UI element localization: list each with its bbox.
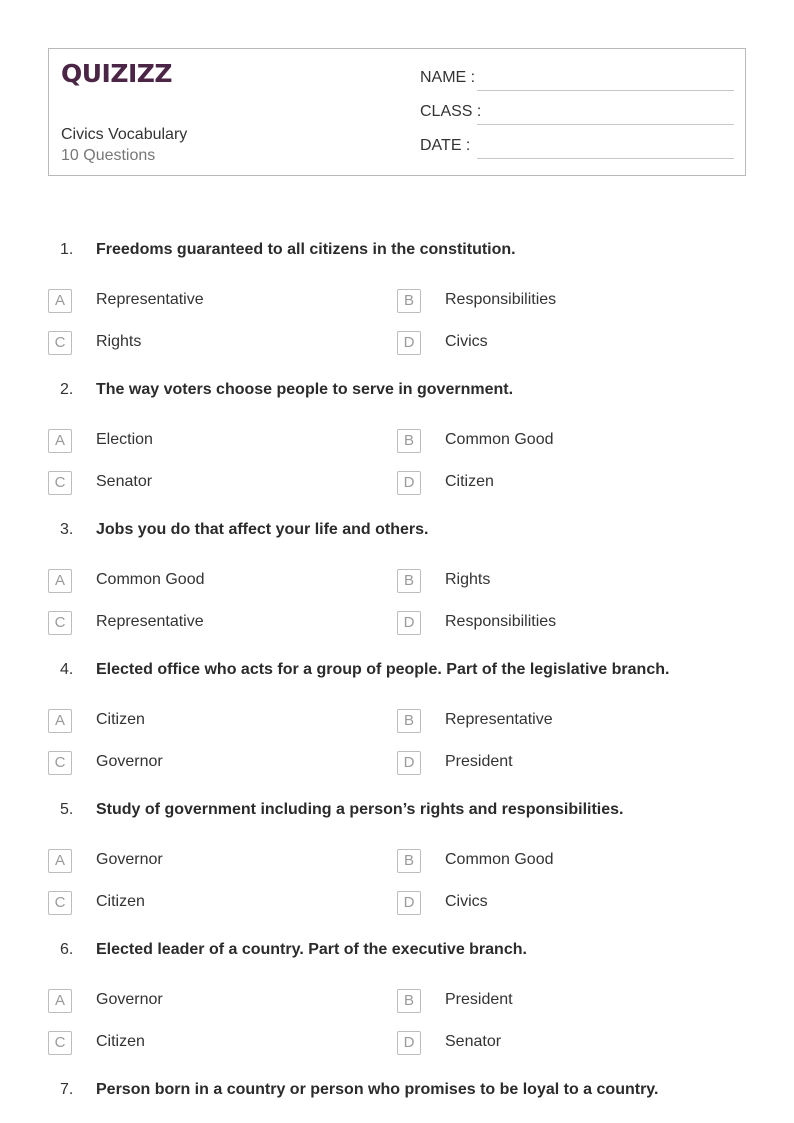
option-letter-box[interactable]: A <box>48 849 72 873</box>
option-letter-box[interactable]: A <box>48 569 72 593</box>
question-number: 5. <box>60 801 74 818</box>
option-text: Common Good <box>445 431 554 448</box>
option-text: Responsibilities <box>445 291 557 308</box>
question-text: Elected office who acts for a group of people. Part of the legislative branch. <box>96 661 670 678</box>
option-letter-box[interactable]: D <box>397 751 421 775</box>
option-text: Common Good <box>96 571 205 588</box>
question-item <box>0 230 794 370</box>
option-text: Civics <box>445 333 488 350</box>
option-text: Governor <box>96 991 163 1008</box>
option-letter-box[interactable]: A <box>48 709 72 733</box>
question-text: Study of government including a person’s rights and responsibilities. <box>96 801 624 818</box>
option-letter-box[interactable]: C <box>48 331 72 355</box>
option-letter-box[interactable]: A <box>48 429 72 453</box>
option-text: President <box>445 753 513 770</box>
worksheet-header <box>48 48 746 176</box>
option-letter-box[interactable]: A <box>48 989 72 1013</box>
option-text: Governor <box>96 851 163 868</box>
class-field <box>420 101 734 125</box>
option-text: Representative <box>96 291 204 308</box>
question-item <box>0 930 794 1070</box>
option-letter-box[interactable]: C <box>48 1031 72 1055</box>
question-list <box>0 230 794 1123</box>
option-text: Citizen <box>96 893 145 910</box>
date-field <box>420 135 734 159</box>
option-letter-box[interactable]: D <box>397 611 421 635</box>
option-letter-box[interactable]: A <box>48 289 72 313</box>
option-text: President <box>445 991 513 1008</box>
question-number: 3. <box>60 521 74 538</box>
name-field <box>420 67 734 91</box>
option-text: Citizen <box>445 473 494 490</box>
option-text: Rights <box>96 333 142 350</box>
option-letter-box[interactable]: B <box>397 709 421 733</box>
question-text: Freedoms guaranteed to all citizens in the constitution. <box>96 241 516 258</box>
option-letter-box[interactable]: C <box>48 611 72 635</box>
option-text: Rights <box>445 571 491 588</box>
option-letter-box[interactable]: B <box>397 849 421 873</box>
option-text: Civics <box>445 893 488 910</box>
option-text: Responsibilities <box>445 613 557 630</box>
question-number: 2. <box>60 381 74 398</box>
question-text: Elected leader of a country. Part of the executive branch. <box>96 941 527 958</box>
option-text: Citizen <box>96 711 145 728</box>
option-text: Senator <box>96 473 153 490</box>
quizizz-logo: QUIZIZZ <box>61 59 173 88</box>
question-text: Jobs you do that affect your life and others. <box>96 521 429 538</box>
name-line <box>477 90 734 91</box>
question-item <box>0 650 794 790</box>
question-number: 1. <box>60 241 74 258</box>
option-letter-box[interactable]: B <box>397 429 421 453</box>
option-letter-box[interactable]: C <box>48 471 72 495</box>
option-letter-box[interactable]: D <box>397 471 421 495</box>
date-line <box>477 158 734 159</box>
option-text: Representative <box>96 613 204 630</box>
date-label: DATE : <box>420 137 471 154</box>
name-label: NAME : <box>420 69 476 86</box>
option-text: Common Good <box>445 851 554 868</box>
question-number: 7. <box>60 1081 74 1098</box>
question-item <box>0 510 794 650</box>
option-letter-box[interactable]: B <box>397 989 421 1013</box>
question-count: 10 Questions <box>61 147 156 164</box>
question-item <box>0 370 794 510</box>
option-letter-box[interactable]: C <box>48 891 72 915</box>
option-letter-box[interactable]: D <box>397 1031 421 1055</box>
option-letter-box[interactable]: C <box>48 751 72 775</box>
worksheet-title: Civics Vocabulary <box>61 126 188 143</box>
option-text: Election <box>96 431 153 448</box>
question-text: Person born in a country or person who promises to be loyal to a country. <box>96 1081 659 1098</box>
option-text: Citizen <box>96 1033 145 1050</box>
option-text: Governor <box>96 753 163 770</box>
question-text: The way voters choose people to serve in government. <box>96 381 514 398</box>
option-text: Senator <box>445 1033 502 1050</box>
question-item <box>0 790 794 930</box>
question-number: 4. <box>60 661 74 678</box>
option-letter-box[interactable]: D <box>397 331 421 355</box>
option-letter-box[interactable]: B <box>397 289 421 313</box>
question-item <box>0 1070 794 1123</box>
option-letter-box[interactable]: D <box>397 891 421 915</box>
option-text: Representative <box>445 711 553 728</box>
class-label: CLASS : <box>420 103 482 120</box>
question-number: 6. <box>60 941 74 958</box>
class-line <box>477 124 734 125</box>
option-letter-box[interactable]: B <box>397 569 421 593</box>
